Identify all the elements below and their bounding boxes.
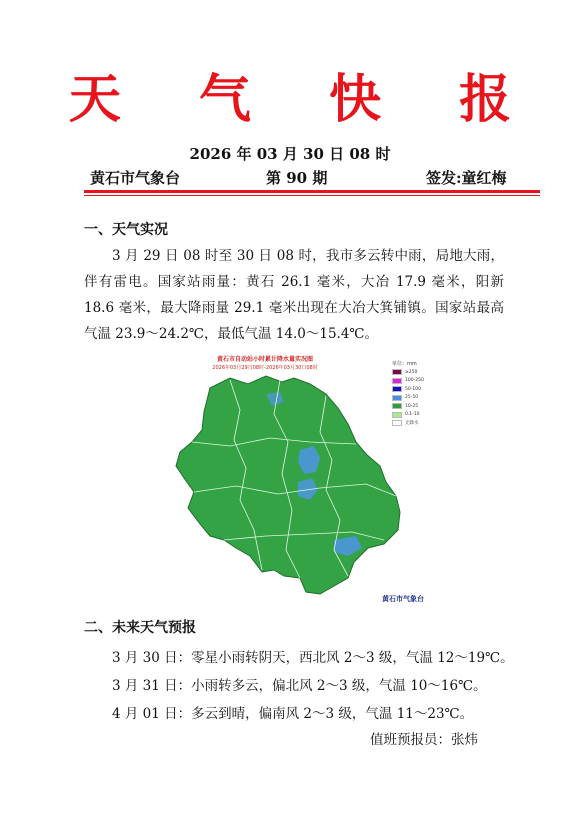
forecast-heading: 二、未来天气预报 <box>84 620 196 636</box>
legend-item <box>392 411 438 420</box>
legend-label: 10-25 <box>405 403 419 409</box>
forecast-line: 3 月 30 日：零星小雨转阴天，西北风 2～3 级，气温 12～19℃。 <box>112 650 514 666</box>
header-divider-thick <box>84 190 540 193</box>
issue-number: 第 90 期 <box>266 169 328 187</box>
legend-item <box>392 402 438 411</box>
legend-item <box>392 385 438 394</box>
legend-swatch <box>392 386 402 392</box>
map-legend <box>392 360 438 428</box>
county-region <box>176 376 400 594</box>
signer: 签发:童红梅 <box>426 169 507 187</box>
bulletin-title: 天 气 快 报 <box>68 70 542 130</box>
legend-swatch <box>392 403 402 409</box>
legend-label: 50-100 <box>405 386 421 392</box>
legend-label: 0.1-10 <box>405 412 420 418</box>
observation-text: 3 月 29 日 08 时至 30 日 08 时，我市多云转中雨，局地大雨，伴有雷电。国家站雨量：黄石 26.1 毫米，大冶 17.9 毫米，阳新 18.6 毫米，最大降雨量 29.1 毫米出现在大冶大箕铺镇。国家站最高气温 23.9～24.2℃，最低气温 14.0～15.4℃。 <box>84 248 504 342</box>
legend-title: 单位：mm <box>392 361 417 367</box>
legend-item <box>392 394 438 403</box>
header-divider-thin <box>84 195 540 196</box>
observation-heading: 一、天气实况 <box>84 222 168 238</box>
legend-label: 25-50 <box>405 395 419 401</box>
legend-swatch <box>392 412 402 418</box>
legend-label: 100-250 <box>405 378 424 384</box>
forecaster: 值班预报员：张炜 <box>370 732 478 748</box>
legend-item <box>392 377 438 386</box>
map-subtitle: 2026年03月29日08时-2026年03月30日08时 <box>212 365 318 371</box>
legend-swatch <box>392 378 402 384</box>
map-credit: 黄石市气象台 <box>382 595 424 603</box>
map-title: 黄石市自动站小时累计降水量实况图 <box>216 356 313 363</box>
legend-label: 无降水 <box>405 421 419 427</box>
legend-swatch <box>392 395 402 401</box>
issuing-station: 黄石市气象台 <box>90 169 181 187</box>
legend-swatch <box>392 369 402 375</box>
legend-swatch <box>392 420 402 426</box>
legend-item <box>392 419 438 428</box>
forecast-line: 3 月 31 日：小雨转多云，偏北风 2～3 级，气温 10～16℃。 <box>112 678 487 694</box>
forecast-line: 4 月 01 日：多云到晴，偏南风 2～3 级，气温 11～23℃。 <box>112 706 474 722</box>
legend-item <box>392 368 438 377</box>
legend-label: ≥250 <box>405 369 418 375</box>
issue-date: 2026 年 03 月 30 日 08 时 <box>189 145 391 163</box>
precipitation-map <box>170 350 440 608</box>
